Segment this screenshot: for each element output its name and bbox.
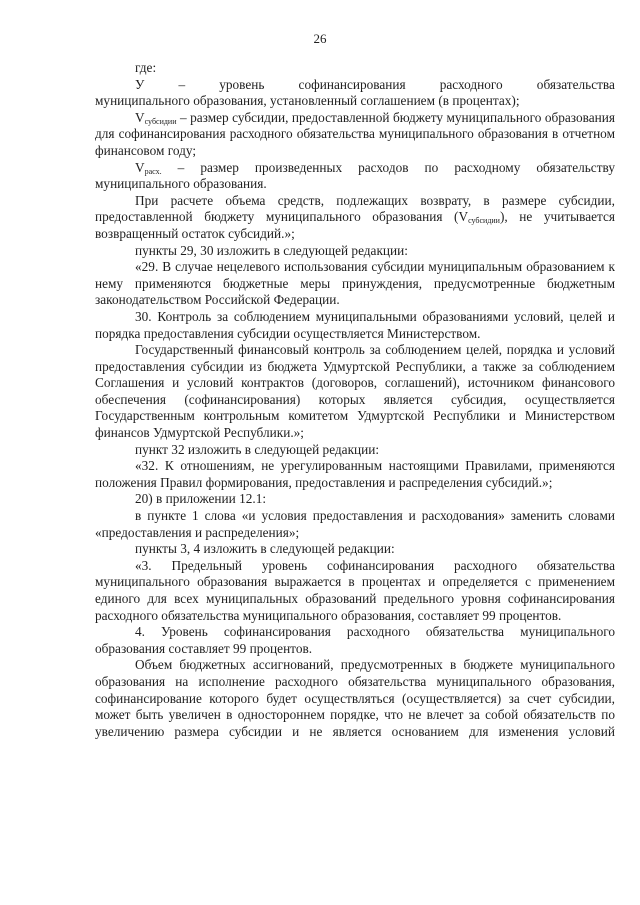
y-word: уровень	[219, 76, 265, 92]
paragraph: «29. В случае нецелевого использования субсидии муниципальным образованием к нему применяются бюджетные меры принуждения, предусмотренные бюджетным законодательством Российской Федерации.	[95, 259, 615, 308]
y-word: софинансирования	[298, 76, 406, 92]
y-word: –	[178, 76, 186, 92]
paragraph: в пункте 1 слова «и условия предоставления и расходования» заменить словами «предоставления и распределения»;	[95, 508, 615, 540]
paragraph: «3. Предельный уровень софинансирования расходного обязательства муниципального образования выражается в процентах и определяется с применением единого для всех муниципальных образований предельного уровня софинансирования расходного обязательства муниципального образования, составляет 99 процентов.	[95, 557, 615, 623]
paragraph: пункты 3, 4 изложить в следующей редакции:	[135, 541, 395, 557]
page-number: 26	[313, 31, 327, 46]
y-word: расходного	[439, 76, 503, 92]
v-expense-definition: $V_{расх.}$ – размер произведенных расходов по расходному обязательству муниципального образования.	[95, 159, 615, 192]
paragraph: пункты 29, 30 изложить в следующей редакции:	[135, 242, 408, 258]
y-word: У	[135, 76, 145, 92]
paragraph: Государственный финансовый контроль за соблюдением целей, порядка и условий предоставления субсидии из бюджета Удмуртской Республики, а также за соблюдением Соглашения и условий контрактов (договоров, соглашений), источником финансового обеспечения (софинансирования) которых является субсидия, осуществляется Государственным контрольным комитетом Удмуртской Республики и Министерством финансов Удмуртской Республики.»;	[95, 342, 615, 441]
calc-paragraph: При расчете объема средств, подлежащих возврату, в размере субсидии, предоставленной бюджету муниципального образования $(V_{субсидии})$, не учитывается возвращенный остаток субсидий.»;	[95, 192, 616, 241]
where-label: где:	[135, 60, 157, 75]
paragraph: 20) в приложении 12.1:	[135, 491, 267, 507]
y-word: обязательства	[536, 76, 615, 92]
paragraph: пункт 32 изложить в следующей редакции:	[135, 441, 380, 457]
document-body	[95, 60, 615, 740]
paragraph: «32. К отношениям, не урегулированным настоящими Правилами, применяются положения Правил формирования, предоставления и распределения субсидий.»;	[95, 458, 615, 490]
paragraph: Объем бюджетных ассигнований, предусмотренных в бюджете муниципального образования на исполнение расходного обязательства муниципального образования, софинансирование которого будет осуществляться (осуществляется) за счет субсидии, может быть увеличен в одностороннем порядке, что не влечет за собой обязательств по увеличению размера субсидии и не является основанием для изменения условий	[95, 657, 615, 739]
y-definition-line	[95, 77, 615, 94]
y-definition-rest: муниципального образования, установленный соглашением (в процентах);	[95, 93, 520, 109]
paragraph: 4. Уровень софинансирования расходного обязательства муниципального образования составляет 99 процентов.	[95, 624, 615, 656]
v-subsidy-definition: $V_{субсидии}$ – размер субсидии, предоставленной бюджету муниципального образования для софинансирования расходного обязательства муниципального образования в отчетном финансовом году;	[95, 109, 615, 158]
paragraph: 30. Контроль за соблюдением муниципальными образованиями условий, целей и порядка предоставления субсидии осуществляется Министерством.	[95, 308, 615, 341]
